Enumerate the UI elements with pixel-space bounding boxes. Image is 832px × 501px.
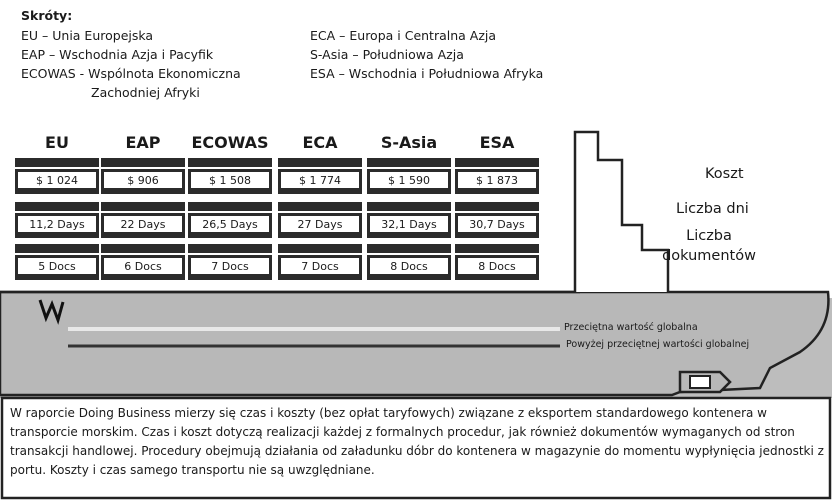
abbr-eca: ECA – Europa i Centralna Azja [310,28,497,43]
cost-value: $ 1 873 [455,169,539,191]
docs-value: 7 Docs [188,255,272,277]
row-label-docs-line1: Liczba [686,228,732,244]
docs-value: 5 Docs [15,255,99,277]
cost-value: $ 1 590 [367,169,451,191]
docs-cell-eap [101,244,185,277]
days-value: 22 Days [101,213,185,235]
docs-cell-sasia [367,244,451,277]
row-label-cost: Koszt [705,166,744,182]
days-value: 11,2 Days [15,213,99,235]
propeller-icon [690,376,710,388]
cost-cell-sasia [367,158,451,191]
region-header-sasia: S-Asia [380,133,438,152]
docs-cell-eca [278,244,362,277]
cost-value: $ 1 024 [15,169,99,191]
region-header-esa: ESA [479,133,515,152]
abbreviations-title: Skróty: [21,8,73,23]
docs-cell-ecowas [188,244,272,277]
region-header-ecowas: ECOWAS [191,133,269,152]
abbr-eu: EU – Unia Europejska [21,28,154,43]
cost-value: $ 906 [101,169,185,191]
days-cell-sasia [367,202,451,235]
days-cell-eca [278,202,362,235]
abbr-eap: EAP – Wschodnia Azja i Pacyfik [21,47,214,62]
abbreviations-right [310,26,543,83]
cost-value: $ 1 508 [188,169,272,191]
row-label-docs [650,226,768,266]
abbr-ecowas: ECOWAS - Wspólnota Ekonomiczna [21,66,241,81]
legend-global-average: Przeciętna wartość globalna [564,322,698,333]
docs-value: 8 Docs [455,255,539,277]
abbr-ecowas-cont: Zachodniej Afryki [91,85,200,100]
description-text: W raporcie Doing Business mierzy się czas i koszty (bez opłat taryfowych) związane z eksportem standardowego kontenera w transporcie morskim. Czas i koszt dotyczą realizacji każdej z formalnych procedur, jak również dokumentów wymaganych od stron transakcji handlowej. Procedury obejmują działania od załadunku dóbr do kontenera w magazynie do momentu wypłynięcia jednostki z portu. Koszty i czas samego transportu nie są uwzględniane. [10,406,824,477]
days-cell-eu [15,202,99,235]
legend-above-average: Powyżej przeciętnej wartości globalnej [566,339,750,350]
docs-cell-eu [15,244,99,277]
cost-cell-ecowas [188,158,272,191]
row-label-docs-line2: dokumentów [662,248,756,264]
region-header-eap: EAP [125,133,161,152]
days-cell-eap [101,202,185,235]
days-cell-ecowas [188,202,272,235]
row-label-days: Liczba dni [676,201,749,217]
cost-cell-eap [101,158,185,191]
docs-value: 7 Docs [278,255,362,277]
abbreviations-left [21,26,241,102]
docs-value: 6 Docs [101,255,185,277]
ship-superstructure [575,132,668,292]
days-value: 32,1 Days [367,213,451,235]
region-header-eca: ECA [302,133,338,152]
cost-cell-eca [278,158,362,191]
cost-cell-eu [15,158,99,191]
abbr-esa: ESA – Wschodnia i Południowa Afryka [310,66,544,81]
docs-cell-esa [455,244,539,277]
region-header-eu: EU [45,133,69,152]
days-value: 27 Days [278,213,362,235]
days-value: 26,5 Days [188,213,272,235]
days-cell-esa [455,202,539,235]
cost-cell-esa [455,158,539,191]
docs-value: 8 Docs [367,255,451,277]
abbr-sasia: S-Asia – Południowa Azja [310,47,464,62]
cost-value: $ 1 774 [278,169,362,191]
days-value: 30,7 Days [455,213,539,235]
